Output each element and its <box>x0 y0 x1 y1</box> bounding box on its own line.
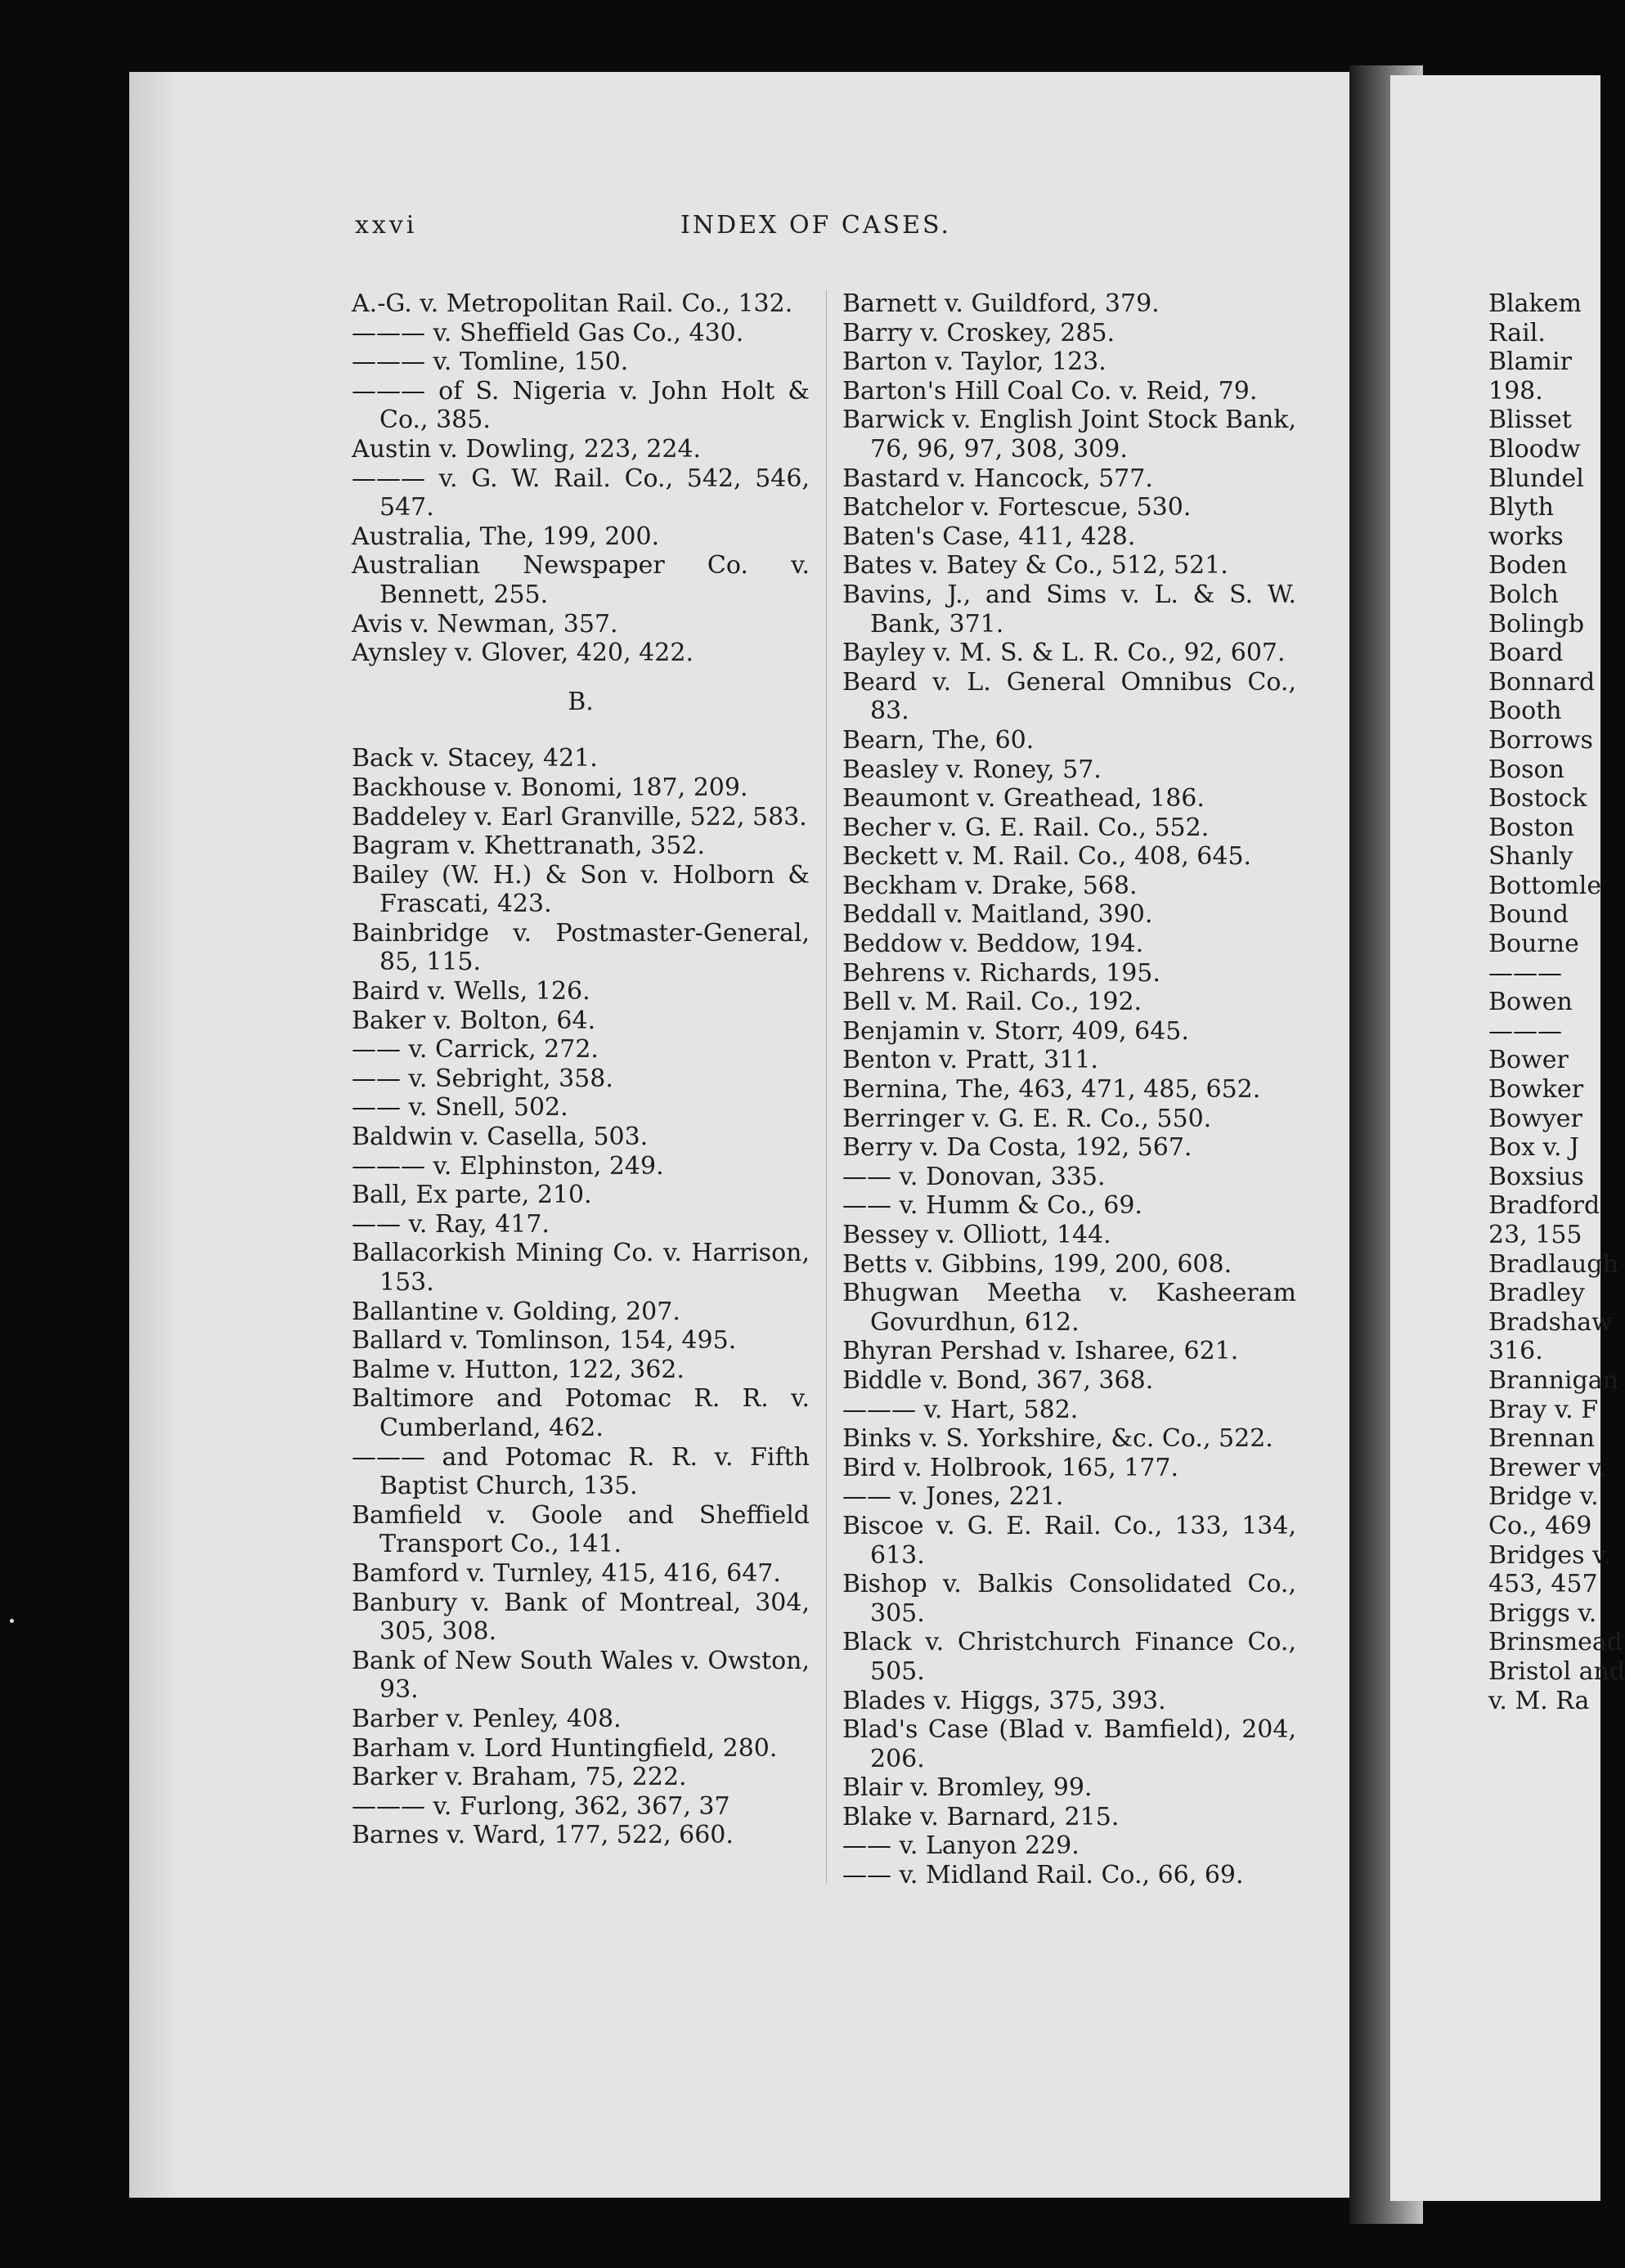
index-entry: Ballantine v. Golding, 207. <box>352 1297 680 1326</box>
index-entry-fragment: Box v. J <box>1488 1133 1580 1163</box>
index-entry: Avis v. Newman, 357. <box>352 609 618 639</box>
index-entry: Ball, Ex parte, 210. <box>352 1181 592 1210</box>
index-entry-fragment: Brannigan <box>1488 1365 1618 1395</box>
index-entry-fragment: Shanly <box>1488 842 1573 872</box>
index-entry: Betts v. Gibbins, 199, 200, 608. <box>842 1249 1232 1279</box>
index-entry: A.-G. v. Metropolitan Rail. Co., 132. <box>352 289 793 318</box>
index-entry: Berringer v. G. E. R. Co., 550. <box>842 1104 1212 1133</box>
index-entry: ——— v. Furlong, 362, 367, 37 <box>352 1791 730 1821</box>
index-entry-fragment: Briggs v. <box>1488 1598 1597 1628</box>
index-entry-fragment: Blamir <box>1488 347 1572 377</box>
index-entry-fragment: Bradley <box>1488 1279 1585 1308</box>
index-entry: Bank of New South Wales v. Owston, 93. <box>352 1646 810 1705</box>
index-entry: Bates v. Batey & Co., 512, 521. <box>842 551 1228 580</box>
index-entry: Barton's Hill Coal Co. v. Reid, 79. <box>842 376 1258 406</box>
index-entry: Barnes v. Ward, 177, 522, 660. <box>352 1821 734 1850</box>
index-entry-fragment: Blakem <box>1488 289 1582 318</box>
index-entry-fragment: Bolch <box>1488 580 1559 609</box>
index-entry: Baird v. Wells, 126. <box>352 977 590 1006</box>
index-entry-fragment: Bourne <box>1488 930 1579 959</box>
index-entry-fragment: Bradshaw <box>1488 1307 1613 1337</box>
index-entry: Banbury v. Bank of Montreal, 304, 305, 308. <box>352 1588 810 1647</box>
index-entry-fragment: works <box>1488 522 1564 551</box>
index-entry-fragment: Boson <box>1488 755 1564 784</box>
index-entry: Barber v. Penley, 408. <box>352 1704 622 1733</box>
index-entry: Binks v. S. Yorkshire, &c. Co., 522. <box>842 1424 1273 1454</box>
index-entry-fragment: Blundel <box>1488 464 1584 493</box>
index-entry: Biddle v. Bond, 367, 368. <box>842 1365 1154 1395</box>
index-entry: Barry v. Croskey, 285. <box>842 318 1116 347</box>
index-entry: Baltimore and Potomac R. R. v. Cumberland, 462. <box>352 1384 810 1442</box>
index-entry-fragment: Bloodw <box>1488 434 1581 464</box>
index-entry-fragment: Bound <box>1488 900 1569 930</box>
index-entry: —— v. Lanyon 229. <box>842 1831 1080 1861</box>
section-heading-b: B. <box>568 687 594 716</box>
index-entry-fragment: 453, 457 <box>1488 1570 1598 1599</box>
index-entry-fragment: Bostock <box>1488 784 1587 814</box>
index-entry: —— v. Humm & Co., 69. <box>842 1191 1142 1221</box>
index-entry-fragment: Brennan <box>1488 1424 1595 1454</box>
index-entry: —— v. Carrick, 272. <box>352 1035 599 1065</box>
index-entry-fragment: Boden <box>1488 551 1568 580</box>
index-entry: ——— v. Sheffield Gas Co., 430. <box>352 318 744 347</box>
index-entry: Beasley v. Roney, 57. <box>842 755 1102 784</box>
index-entry-fragment: Bradford <box>1488 1191 1600 1221</box>
index-entry: —— v. Sebright, 358. <box>352 1064 613 1093</box>
index-entry-fragment: v. M. Ra <box>1488 1686 1590 1715</box>
page-edge <box>129 72 177 2198</box>
index-column-2 <box>842 289 1296 1890</box>
index-entry: Barwick v. English Joint Stock Bank, 76, 96, 97, 308, 309. <box>842 406 1296 464</box>
index-entry: —— v. Snell, 502. <box>352 1093 568 1123</box>
index-entry: Baldwin v. Casella, 503. <box>352 1123 649 1152</box>
index-entry: Bird v. Holbrook, 165, 177. <box>842 1453 1179 1482</box>
index-entry: Bainbridge v. Postmaster-General, 85, 115. <box>352 918 810 977</box>
index-entry-fragment: Bowen <box>1488 988 1573 1017</box>
index-entry: Ballacorkish Mining Co. v. Harrison, 153. <box>352 1239 810 1297</box>
index-entry: Aynsley v. Glover, 420, 422. <box>352 639 694 668</box>
index-entry: Bayley v. M. S. & L. R. Co., 92, 607. <box>842 639 1286 668</box>
index-entry: —— v. Midland Rail. Co., 66, 69. <box>842 1861 1244 1890</box>
index-entry-fragment: Bowyer <box>1488 1104 1582 1133</box>
index-entry: Blake v. Barnard, 215. <box>842 1802 1120 1831</box>
index-entry-fragment: Co., 469 <box>1488 1511 1592 1540</box>
index-entry: Bastard v. Hancock, 577. <box>842 464 1153 493</box>
index-entry-fragment: Boxsius <box>1488 1162 1584 1191</box>
index-entry: Bhyran Pershad v. Isharee, 621. <box>842 1337 1239 1366</box>
index-entry-fragment: Blisset <box>1488 406 1572 435</box>
index-entry: Bamford v. Turnley, 415, 416, 647. <box>352 1558 781 1588</box>
index-entry: Blad's Case (Blad v. Bamfield), 204, 206. <box>842 1715 1296 1773</box>
index-entry: ——— and Potomac R. R. v. Fifth Baptist Church, 135. <box>352 1442 810 1501</box>
index-entry-fragment: Bray v. F <box>1488 1395 1599 1424</box>
index-entry-fragment: Bowker <box>1488 1075 1584 1105</box>
index-entry-fragment: Bolingb <box>1488 609 1585 639</box>
index-entry: Benjamin v. Storr, 409, 645. <box>842 1016 1189 1046</box>
index-entry: Black v. Christchurch Finance Co., 505. <box>842 1628 1296 1686</box>
index-entry-fragment: ——— <box>1488 958 1562 988</box>
index-entry-fragment: Blyth <box>1488 493 1554 522</box>
index-entry: Beckham v. Drake, 568. <box>842 871 1138 900</box>
index-entry: Australian Newspaper Co. v. Bennett, 255. <box>352 551 810 609</box>
index-entry-fragment: Bridge v. <box>1488 1482 1599 1512</box>
index-entry: Barton v. Taylor, 123. <box>842 347 1107 377</box>
index-entry-fragment: Bower <box>1488 1046 1569 1075</box>
page-title: INDEX OF CASES. <box>680 211 951 240</box>
index-entry: Barker v. Braham, 75, 222. <box>352 1763 687 1792</box>
index-entry: Balme v. Hutton, 122, 362. <box>352 1355 685 1384</box>
index-entry: Austin v. Dowling, 223, 224. <box>352 434 702 464</box>
index-entry: Bamfield v. Goole and Sheffield Transport Co., 141. <box>352 1500 810 1559</box>
index-entry: Benton v. Pratt, 311. <box>842 1046 1098 1075</box>
index-entry-fragment: Board <box>1488 639 1564 668</box>
index-entry: ——— v. Tomline, 150. <box>352 347 629 377</box>
index-entry: Biscoe v. G. E. Rail. Co., 133, 134, 613. <box>842 1511 1296 1570</box>
index-entry-fragment: 23, 155 <box>1488 1221 1582 1249</box>
index-entry: Berry v. Da Costa, 192, 567. <box>842 1133 1192 1163</box>
index-entry: Back v. Stacey, 421. <box>352 744 598 773</box>
index-entry: Bishop v. Balkis Consolidated Co., 305. <box>842 1570 1296 1628</box>
index-entry: —— v. Jones, 221. <box>842 1482 1064 1512</box>
index-entry-fragment: Bottomle <box>1488 871 1602 900</box>
index-entry-fragment: Rail. <box>1488 318 1546 347</box>
index-entry-fragment: 316. <box>1488 1337 1543 1366</box>
index-entry-fragment: ——— <box>1488 1016 1562 1046</box>
index-entry: ——— v. Hart, 582. <box>842 1395 1079 1424</box>
index-entry: Bernina, The, 463, 471, 485, 652. <box>842 1075 1261 1105</box>
index-entry: Bessey v. Olliott, 144. <box>842 1221 1111 1249</box>
index-entry: Batchelor v. Fortescue, 530. <box>842 493 1192 522</box>
index-entry: Bailey (W. H.) & Son v. Holborn & Frascati, 423. <box>352 860 810 919</box>
scan-speck <box>304 2036 308 2040</box>
index-column-1 <box>352 289 810 1850</box>
index-entry: Bhugwan Meetha v. Kasheeram Govurdhun, 612. <box>842 1279 1296 1337</box>
index-entry: ——— v. G. W. Rail. Co., 542, 546, 547. <box>352 464 810 522</box>
index-entry: Baddeley v. Earl Granville, 522, 583. <box>352 802 807 831</box>
index-entry: Blades v. Higgs, 375, 393. <box>842 1686 1166 1715</box>
index-entry-fragment: Brinsmead <box>1488 1628 1623 1657</box>
index-entry: Becher v. G. E. Rail. Co., 552. <box>842 813 1210 842</box>
page-number: xxvi <box>355 211 418 240</box>
index-entry-fragment: Borrows <box>1488 725 1593 755</box>
index-entry: Barham v. Lord Huntingfield, 280. <box>352 1733 778 1763</box>
index-entry-fragment: Boston <box>1488 813 1574 842</box>
index-entry: Bavins, J., and Sims v. L. & S. W. Bank, 371. <box>842 580 1296 639</box>
index-entry: Bagram v. Khettranath, 352. <box>352 831 706 861</box>
index-entry: Beard v. L. General Omnibus Co., 83. <box>842 667 1296 726</box>
index-entry: Baker v. Bolton, 64. <box>352 1006 596 1035</box>
index-entry: Beaumont v. Greathead, 186. <box>842 784 1205 814</box>
index-column-3-partial <box>1488 289 1625 1715</box>
index-entry: Backhouse v. Bonomi, 187, 209. <box>352 773 748 802</box>
index-entry-fragment: Bridges v. <box>1488 1540 1611 1570</box>
index-entry-fragment: Bonnard <box>1488 667 1596 697</box>
index-entry: ——— v. Elphinston, 249. <box>352 1151 664 1181</box>
index-entry: Blair v. Bromley, 99. <box>842 1773 1093 1803</box>
index-entry-fragment: Bradlaugh <box>1488 1249 1618 1279</box>
index-entry: ——— of S. Nigeria v. John Holt & Co., 385. <box>352 376 810 435</box>
index-entry-fragment: Booth <box>1488 697 1562 726</box>
column-rule <box>826 289 827 1884</box>
index-entry: —— v. Ray, 417. <box>352 1209 550 1239</box>
index-entry: —— v. Donovan, 335. <box>842 1162 1106 1191</box>
index-entry: Bell v. M. Rail. Co., 192. <box>842 988 1142 1017</box>
index-entry: Barnett v. Guildford, 379. <box>842 289 1160 318</box>
scan-speck <box>10 1619 14 1623</box>
index-entry-fragment: Bristol and <box>1488 1656 1625 1686</box>
index-entry-fragment: 198. <box>1488 376 1543 406</box>
index-entry: Ballard v. Tomlinson, 154, 495. <box>352 1326 737 1356</box>
index-entry: Baten's Case, 411, 428. <box>842 522 1136 551</box>
index-entry: Beddall v. Maitland, 390. <box>842 900 1153 930</box>
index-entry: Australia, The, 199, 200. <box>352 522 660 551</box>
index-entry: Beddow v. Beddow, 194. <box>842 930 1144 959</box>
index-entry: Beckett v. M. Rail. Co., 408, 645. <box>842 842 1252 872</box>
index-entry-fragment: Brewer v. <box>1488 1453 1607 1482</box>
index-entry: Behrens v. Richards, 195. <box>842 958 1160 988</box>
index-entry: Bearn, The, 60. <box>842 725 1035 755</box>
